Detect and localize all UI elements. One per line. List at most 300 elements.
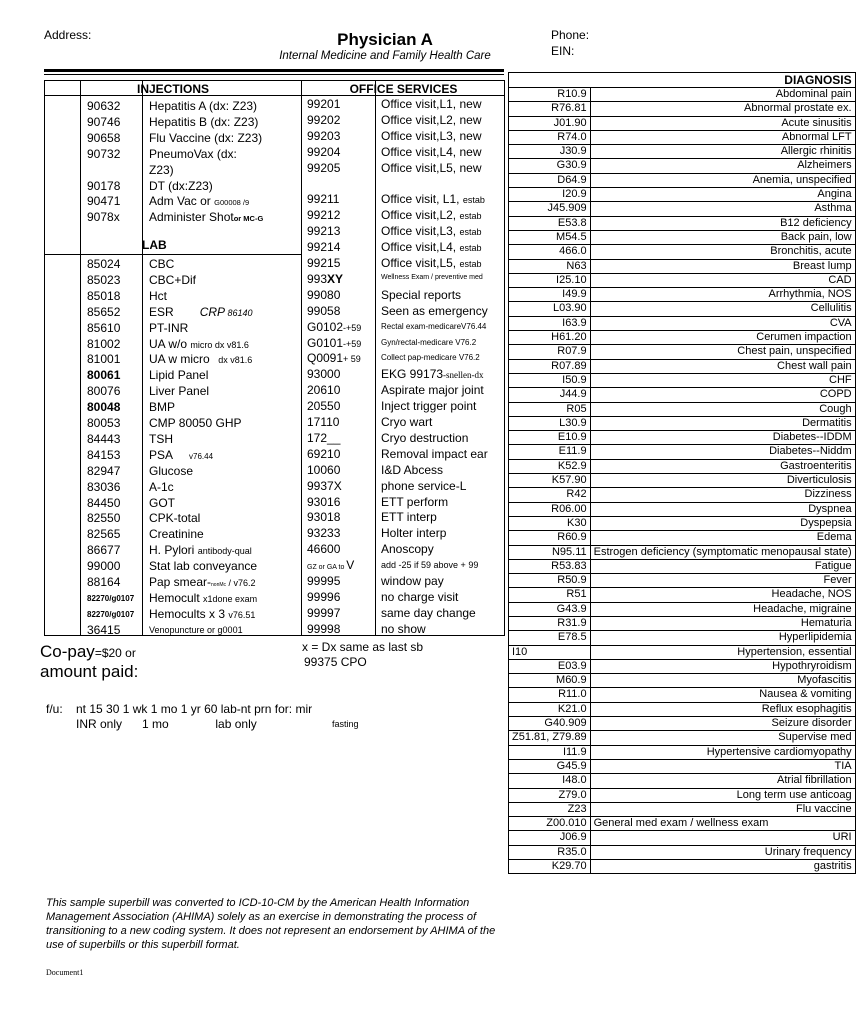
- diagnosis-desc: Hypertensive cardiomyopathy: [590, 745, 855, 759]
- office-desc: no charge visit: [381, 589, 459, 604]
- lab-code: 81002: [87, 336, 121, 351]
- lab-code: 82270/g0107: [87, 593, 135, 603]
- diagnosis-desc: Angina: [590, 188, 855, 202]
- diagnosis-desc: Diabetes--Niddm: [590, 445, 855, 459]
- office-code: 17110: [307, 415, 340, 429]
- injection-desc: Z23): [149, 162, 174, 177]
- lab-extra: v76.44: [189, 451, 214, 461]
- diagnosis-row: [509, 130, 856, 144]
- diagnosis-desc: Atrial fibrillation: [590, 774, 855, 788]
- office-code: 172__: [307, 430, 341, 445]
- diagnosis-code: M60.9: [509, 674, 591, 688]
- diagnosis-row: [509, 331, 856, 345]
- office-code: 93000: [307, 367, 341, 382]
- lab-desc: Hct: [149, 288, 167, 303]
- diagnosis-code: G45.9: [509, 759, 591, 773]
- office-desc: Office visit,L2, new: [381, 112, 482, 127]
- lab-code: 99000: [87, 559, 121, 574]
- diagnosis-code: G30.9: [509, 159, 591, 173]
- footer-doc-name: Document1: [46, 968, 84, 977]
- office-modifier: + 59: [343, 354, 361, 365]
- diagnosis-row: [509, 545, 856, 559]
- lab-code: 85610: [87, 320, 121, 335]
- diagnosis-code: I20.9: [509, 188, 591, 202]
- office-code: 99212: [307, 208, 341, 223]
- diagnosis-desc: Supervise med: [590, 731, 855, 745]
- lab-code: 82947: [87, 463, 121, 478]
- office-code: 99205: [307, 160, 341, 175]
- office-code: Q0091+ 59: [307, 351, 361, 366]
- diagnosis-row: [509, 845, 856, 859]
- diagnosis-code: J06.9: [509, 831, 591, 845]
- diagnosis-desc: Hypertension, essential: [590, 645, 855, 659]
- diagnosis-code: R07.9: [509, 345, 591, 359]
- diagnosis-code: R53.83: [509, 559, 591, 573]
- office-desc: Office visit,L4, estab: [381, 240, 482, 255]
- disclaimer-line: transitioning to a new coding system. It does not represent an endorsement by AHIMA of the: [46, 925, 496, 937]
- injection-desc: Hepatitis B (dx: Z23): [149, 114, 259, 129]
- diagnosis-code: 466.0: [509, 245, 591, 259]
- diagnosis-desc: Allergic rhinitis: [590, 145, 855, 159]
- lab-code: 84153: [87, 447, 121, 462]
- lab-desc: ESR CRP 86140: [149, 304, 253, 319]
- diagnosis-code: E11.9: [509, 445, 591, 459]
- diagnosis-row: [509, 173, 856, 187]
- office-estab: estab: [459, 259, 482, 269]
- diagnosis-row: [509, 388, 856, 402]
- office-desc: phone service-L: [381, 478, 467, 493]
- specialty: Internal Medicine and Family Health Care: [279, 50, 491, 62]
- diagnosis-code: I50.9: [509, 373, 591, 387]
- diagnosis-code: M54.5: [509, 230, 591, 244]
- diagnosis-code: N63: [509, 259, 591, 273]
- lab-desc: CPK-total: [149, 511, 201, 526]
- copay-label: Co-pay: [40, 642, 95, 661]
- office-desc: Office visit,L4, new: [381, 144, 482, 159]
- diagnosis-desc: Breast lump: [590, 259, 855, 273]
- diagnosis-code: R31.9: [509, 616, 591, 630]
- diagnosis-row: [509, 616, 856, 630]
- diagnosis-desc: Diabetes--IDDM: [590, 431, 855, 445]
- injection-code: 90471: [87, 194, 121, 209]
- header-rule-thin: [44, 74, 504, 75]
- diagnosis-code: K21.0: [509, 702, 591, 716]
- diagnosis-code: Z51.81, Z79.89: [509, 731, 591, 745]
- diagnosis-code: Z00.010: [509, 817, 591, 831]
- divider: [375, 81, 376, 635]
- disclaimer-line: Management Association (AHIMA) solely as an exercise in demonstrating the process of: [46, 911, 477, 923]
- lab-desc: Lipid Panel: [149, 368, 209, 383]
- diagnosis-code: G40.909: [509, 717, 591, 731]
- diagnosis-code: Z23: [509, 802, 591, 816]
- office-desc: Seen as emergency: [381, 303, 488, 318]
- diagnosis-desc: Abnormal prostate ex.: [590, 102, 855, 116]
- office-desc: Cryo destruction: [381, 430, 469, 445]
- diagnosis-row: [509, 202, 856, 216]
- lab-desc: TSH: [149, 431, 173, 446]
- lab-code: 85652: [87, 304, 121, 319]
- lab-code: 83036: [87, 479, 121, 494]
- diagnosis-code: R11.0: [509, 688, 591, 702]
- diagnosis-code: J01.90: [509, 116, 591, 130]
- injection-code: 90178: [87, 178, 121, 193]
- office-desc: Collect pap-medicare V76.2: [381, 353, 480, 363]
- office-code: 20550: [307, 399, 341, 414]
- diagnosis-desc: Seizure disorder: [590, 717, 855, 731]
- lab-desc: Hemocult x1done exam: [149, 590, 258, 605]
- diagnosis-code: R50.9: [509, 574, 591, 588]
- lab-desc: CBC+Dif: [149, 272, 197, 287]
- injection-code: 90746: [87, 114, 121, 129]
- diagnosis-desc: Fever: [590, 574, 855, 588]
- diagnosis-code: R60.9: [509, 531, 591, 545]
- lab-code: 82270/g0107: [87, 609, 135, 619]
- lab-code: 85023: [87, 272, 121, 287]
- lab-desc: UA w micro dx v81.6: [149, 352, 253, 367]
- lab-extra-small: nonMc: [211, 582, 227, 588]
- lab-desc: H. Pylori antibody-qual: [149, 543, 252, 558]
- diagnosis-desc: Alzheimers: [590, 159, 855, 173]
- diagnosis-code: L03.90: [509, 302, 591, 316]
- diagnosis-desc: Diverticulosis: [590, 474, 855, 488]
- office-desc: Anoscopy: [381, 542, 434, 557]
- office-code: 99204: [307, 144, 341, 159]
- diagnosis-code: R35.0: [509, 845, 591, 859]
- diagnosis-code: K57.90: [509, 474, 591, 488]
- physician-name: Physician A: [337, 30, 433, 49]
- office-code: 99080: [307, 287, 341, 302]
- diagnosis-code: I25.10: [509, 273, 591, 287]
- diagnosis-code: E03.9: [509, 659, 591, 673]
- diagnosis-code: N95.11: [509, 545, 591, 559]
- office-estab: estab: [459, 243, 482, 254]
- diagnosis-desc: Back pain, low: [590, 230, 855, 244]
- lab-desc: GOT: [149, 495, 175, 510]
- diagnosis-row: [509, 302, 856, 316]
- diagnosis-desc: General med exam / wellness exam: [590, 817, 855, 831]
- office-desc: window pay: [381, 574, 444, 588]
- diagnosis-row: [509, 831, 856, 845]
- diagnosis-code: R42: [509, 488, 591, 502]
- diagnosis-row: [509, 531, 856, 545]
- office-desc: add -25 if 59 above + 99: [381, 560, 479, 571]
- diagnosis-code: R07.89: [509, 359, 591, 373]
- office-modifier: -+59: [343, 338, 362, 349]
- diagnosis-row: [509, 731, 856, 745]
- diagnosis-desc: Acute sinusitis: [590, 116, 855, 130]
- office-code: 99211: [307, 192, 340, 207]
- injection-desc: Administer Shotor MC-G: [149, 210, 264, 225]
- diagnosis-desc: Headache, NOS: [590, 588, 855, 602]
- office-code: 99058: [307, 303, 341, 318]
- diagnosis-row: [509, 273, 856, 287]
- lab-extra: dx v81.6: [215, 355, 253, 366]
- office-code: 10060: [307, 462, 341, 477]
- fasting-label: fasting: [332, 719, 359, 729]
- diagnosis-code: E10.9: [509, 431, 591, 445]
- diagnosis-desc: Estrogen deficiency (symptomatic menopausal state): [590, 545, 855, 559]
- injection-code: 9078x: [87, 210, 120, 225]
- injection-desc: Adm Vac or G00008 /9: [149, 194, 250, 209]
- lab-code: 80076: [87, 384, 121, 399]
- fu-options-2: INR only 1 mo lab only: [76, 717, 257, 731]
- office-desc: Aspirate major joint: [381, 383, 484, 398]
- divider: [45, 254, 301, 255]
- diagnosis-desc: Bronchitis, acute: [590, 245, 855, 259]
- diagnosis-row: [509, 745, 856, 759]
- office-desc: Inject trigger point: [381, 399, 477, 414]
- diagnosis-code: R51: [509, 588, 591, 602]
- office-code-suffix: XY: [327, 271, 344, 286]
- lab-code: 81001: [87, 352, 121, 367]
- diagnosis-desc: Dizziness: [590, 488, 855, 502]
- diagnosis-code: I63.9: [509, 316, 591, 330]
- diagnosis-row: [509, 245, 856, 259]
- lab-code: 82550: [87, 511, 121, 526]
- lab-code: 82565: [87, 527, 121, 542]
- diagnosis-desc: TIA: [590, 759, 855, 773]
- lab-desc: Hemocults x 3 v76.51: [149, 606, 256, 621]
- lab-code: 80061: [87, 368, 121, 383]
- lab-code: 88164: [87, 575, 121, 589]
- diagnosis-row: [509, 431, 856, 445]
- header-rule: [44, 69, 504, 72]
- office-desc: Office visit,L2, estab: [381, 208, 482, 223]
- injection-modifier: or MC-G: [233, 214, 264, 224]
- office-code: GZ or GA to: [307, 564, 347, 572]
- office-desc: Holter interp: [381, 526, 447, 541]
- lab-extra: v76.51: [228, 609, 256, 620]
- office-desc: EKG 99173-snellen-dx: [381, 367, 484, 382]
- office-code: 99201: [307, 97, 341, 111]
- lab-desc: PT-INR: [149, 320, 189, 335]
- injection-desc: Hepatitis A (dx: Z23): [149, 99, 258, 113]
- office-code: 9937X: [307, 478, 342, 493]
- diagnosis-desc: Cerumen impaction: [590, 331, 855, 345]
- office-services-title: OFFICE SERVICES: [349, 82, 458, 96]
- diagnosis-row: [509, 474, 856, 488]
- lab-code: 36415: [87, 622, 121, 637]
- diagnosis-desc: Gastroenteritis: [590, 459, 855, 473]
- diagnosis-desc: CHF: [590, 373, 855, 387]
- office-desc: ETT perform: [381, 494, 449, 509]
- diagnosis-desc: Anemia, unspecified: [590, 173, 855, 187]
- diagnosis-row: [509, 102, 856, 116]
- injection-code: 90632: [87, 99, 121, 113]
- diagnosis-title: DIAGNOSIS: [509, 73, 856, 88]
- diagnosis-row: [509, 559, 856, 573]
- office-code: 93016: [307, 494, 341, 509]
- diagnosis-row: [509, 445, 856, 459]
- office-desc: no show: [381, 621, 426, 636]
- diagnosis-row: [509, 459, 856, 473]
- phone-label: Phone:: [551, 28, 590, 42]
- diagnosis-row: [509, 688, 856, 702]
- diagnosis-row: [509, 516, 856, 530]
- lab-extra: micro dx v81.6: [190, 339, 249, 350]
- lab-desc: CBC: [149, 257, 175, 271]
- lab-desc: Pap smear-nonMc / v76.2: [149, 575, 256, 589]
- lab-desc: PSA v76.44: [149, 447, 214, 462]
- diagnosis-code: J30.9: [509, 145, 591, 159]
- diagnosis-row: [509, 717, 856, 731]
- lab-code: 86677: [87, 543, 121, 558]
- diagnosis-code: R10.9: [509, 88, 591, 102]
- diagnosis-desc: Long term use anticoag: [590, 788, 855, 802]
- office-desc: Rectal exam-medicareV76.44: [381, 321, 487, 331]
- lab-desc: Venopuncture or g0001: [149, 624, 243, 635]
- diagnosis-row: [509, 860, 856, 874]
- diagnosis-desc: Hypothryroidism: [590, 659, 855, 673]
- office-desc: Office visit,L3, estab: [381, 224, 482, 239]
- diagnosis-row: [509, 88, 856, 102]
- lab-code: 84450: [87, 495, 121, 510]
- diagnosis-row: [509, 774, 856, 788]
- services-box: [44, 80, 505, 636]
- office-code: 99202: [307, 112, 341, 127]
- office-code: 99996: [307, 589, 341, 604]
- diagnosis-code: I49.9: [509, 288, 591, 302]
- diagnosis-row: [509, 759, 856, 773]
- diagnosis-code: J45.909: [509, 202, 591, 216]
- diagnosis-code: Z79.0: [509, 788, 591, 802]
- diagnosis-row: [509, 659, 856, 673]
- diagnosis-desc: Chest pain, unspecified: [590, 345, 855, 359]
- office-code: 99214: [307, 240, 341, 255]
- lab-code: 84443: [87, 431, 121, 446]
- office-desc: Office visit, L1, estab: [381, 192, 485, 207]
- diagnosis-row: [509, 574, 856, 588]
- lab-desc: Creatinine: [149, 527, 204, 542]
- office-desc: Wellness Exam / preventive med: [381, 273, 483, 281]
- diagnosis-desc: Hematuria: [590, 616, 855, 630]
- office-estab: estab: [459, 227, 482, 238]
- diagnosis-row: [509, 316, 856, 330]
- diagnosis-row: [509, 373, 856, 387]
- diagnosis-row: [509, 502, 856, 516]
- lab-desc: Stat lab conveyance: [149, 559, 258, 574]
- diagnosis-code: I10: [509, 645, 591, 659]
- office-code: 99213: [307, 224, 341, 239]
- diagnosis-code: J44.9: [509, 388, 591, 402]
- office-code: 69210: [307, 446, 341, 461]
- office-desc: Office visit,L5, estab: [381, 256, 482, 270]
- diagnosis-code: R74.0: [509, 130, 591, 144]
- address-label: Address:: [44, 28, 92, 42]
- office-code: G0102-+59: [307, 319, 362, 334]
- diagnosis-desc: Abnormal LFT: [590, 130, 855, 144]
- lab-code: 85024: [87, 257, 121, 271]
- diagnosis-row: [509, 188, 856, 202]
- cpo-code: 99375 CPO: [304, 655, 367, 669]
- diagnosis-desc: COPD: [590, 388, 855, 402]
- injection-code: 90732: [87, 146, 121, 161]
- office-code: [307, 558, 354, 572]
- diagnosis-code: R76.81: [509, 102, 591, 116]
- office-desc: Cryo wart: [381, 415, 433, 429]
- lab-desc: Liver Panel: [149, 384, 210, 399]
- diagnosis-desc: Arrhythmia, NOS: [590, 288, 855, 302]
- diagnosis-code: I11.9: [509, 745, 591, 759]
- diagnosis-code: D64.9: [509, 173, 591, 187]
- diagnosis-desc: Cough: [590, 402, 855, 416]
- office-code: 93233: [307, 526, 341, 541]
- diagnosis-row: [509, 602, 856, 616]
- fu-label: f/u:: [46, 702, 63, 716]
- diagnosis-desc: Abdominal pain: [590, 88, 855, 102]
- office-desc: same day change: [381, 605, 476, 620]
- lab-code: 85018: [87, 288, 121, 303]
- diagnosis-row: [509, 588, 856, 602]
- diagnosis-desc: Hyperlipidemia: [590, 631, 855, 645]
- diagnosis-desc: Asthma: [590, 202, 855, 216]
- office-code: 993XY: [307, 271, 344, 286]
- diagnosis-desc: Headache, migraine: [590, 602, 855, 616]
- diagnosis-desc: Chest wall pain: [590, 359, 855, 373]
- divider: [80, 81, 81, 635]
- diagnosis-desc: Reflux esophagitis: [590, 702, 855, 716]
- diagnosis-code: L30.9: [509, 416, 591, 430]
- diagnosis-row: [509, 159, 856, 173]
- injection-desc: DT (dx:Z23): [149, 178, 213, 193]
- diagnosis-desc: Urinary frequency: [590, 845, 855, 859]
- diagnosis-code: R05: [509, 402, 591, 416]
- divider: [301, 81, 302, 635]
- fu-options: nt 15 30 1 wk 1 mo 1 yr 60 lab-nt prn for: mir: [76, 702, 313, 716]
- dx-note: x = Dx same as last sb: [302, 640, 424, 654]
- office-code: 93018: [307, 510, 341, 525]
- office-desc: Office visit,L5, new: [381, 160, 482, 175]
- office-desc: Office visit,L1, new: [381, 97, 482, 111]
- lab-desc: Glucose: [149, 463, 194, 478]
- lab-extra: / v76.2: [226, 578, 256, 588]
- diagnosis-code: K52.9: [509, 459, 591, 473]
- office-extra: -snellen-dx: [443, 370, 484, 381]
- divider: [142, 81, 143, 635]
- office-desc: Gyn/rectal-medicare V76.2: [381, 337, 477, 347]
- lab-code: 80048: [87, 400, 121, 415]
- injections-title: INJECTIONS: [136, 82, 209, 96]
- diagnosis-desc: Edema: [590, 531, 855, 545]
- diagnosis-desc: Flu vaccine: [590, 802, 855, 816]
- office-code: 99997: [307, 605, 341, 620]
- diagnosis-row: [509, 359, 856, 373]
- injection-desc: PneumoVax (dx:: [149, 146, 237, 161]
- office-modifier: -+59: [343, 322, 362, 333]
- office-estab: estab: [459, 211, 482, 222]
- office-desc: Removal impact ear: [381, 446, 488, 461]
- diagnosis-code: G43.9: [509, 602, 591, 616]
- lab-extra: antibody-qual: [197, 546, 252, 557]
- lab-extra: CRP: [199, 304, 226, 319]
- diagnosis-row: [509, 345, 856, 359]
- diagnosis-desc: B12 deficiency: [590, 216, 855, 230]
- diagnosis-row: [509, 802, 856, 816]
- diagnosis-row: [509, 230, 856, 244]
- injection-code: 90658: [87, 130, 121, 145]
- office-desc: Office visit,L3, new: [381, 128, 482, 143]
- diagnosis-desc: Fatigue: [590, 559, 855, 573]
- lab-desc: CMP 80050 GHP: [149, 416, 242, 430]
- office-desc: Special reports: [381, 287, 462, 302]
- diagnosis-desc: Myofascitis: [590, 674, 855, 688]
- diagnosis-code: K30: [509, 516, 591, 530]
- diagnosis-row: [509, 674, 856, 688]
- lab-code: 80053: [87, 416, 121, 430]
- lab-extra-code: 86140: [225, 307, 253, 318]
- diagnosis-row: [509, 817, 856, 831]
- diagnosis-desc: URI: [590, 831, 855, 845]
